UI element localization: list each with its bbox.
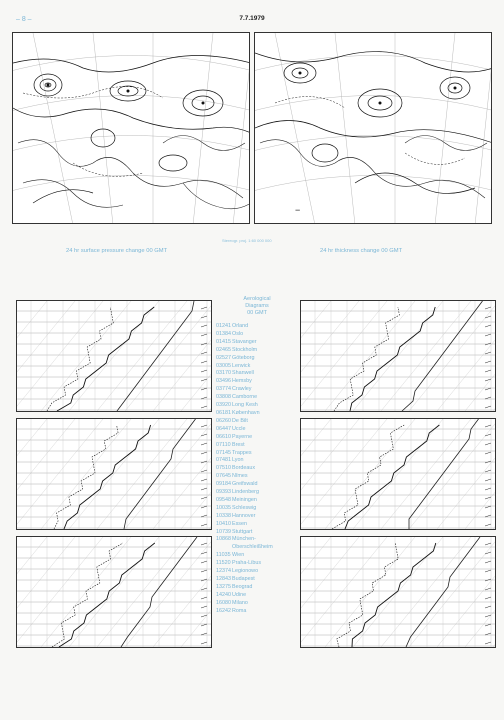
station-row — [216, 339, 298, 347]
station-row — [216, 378, 298, 386]
station-id: 06260 — [216, 417, 231, 424]
station-id: 07645 — [216, 473, 231, 480]
station-name: Stockholm — [232, 346, 258, 353]
aerological-diagram — [300, 536, 496, 648]
station-row — [216, 489, 298, 497]
station-name: Crawley — [232, 386, 252, 393]
station-id: 11520 — [216, 560, 231, 567]
station-row — [216, 505, 298, 513]
surface-pressure-change-map — [12, 32, 250, 224]
station-name: Udine — [232, 591, 247, 598]
station-name: Brest — [232, 441, 245, 448]
station-id: 07481 — [216, 457, 231, 464]
station-id: 01415 — [216, 338, 231, 345]
station-name: Oberschleißheim — [232, 544, 273, 551]
right-diagram-column — [300, 300, 496, 654]
left-diagram-column — [16, 300, 212, 654]
station-row — [216, 434, 298, 442]
station-row — [216, 331, 298, 339]
station-name: Uccle — [232, 425, 246, 432]
station-row — [216, 355, 298, 363]
station-name: Nîmes — [232, 473, 248, 480]
aerological-diagram — [300, 300, 496, 412]
station-name: Stavanger — [232, 338, 257, 345]
station-list-panel — [216, 296, 298, 616]
station-row — [216, 592, 298, 600]
station-id: 06181 — [216, 409, 231, 416]
station-row — [216, 457, 298, 465]
station-id: 14240 — [216, 591, 231, 598]
station-name: Long Kesh — [232, 402, 258, 409]
station-name: Lerwick — [232, 362, 251, 369]
station-id: 03496 — [216, 378, 231, 385]
station-row — [216, 600, 298, 608]
station-row — [216, 418, 298, 426]
station-name: Essen — [232, 520, 247, 527]
station-name: Greifswald — [232, 481, 258, 488]
map-scale: Stereogr. proj. 1:60 000 000 — [222, 238, 272, 243]
station-row — [216, 363, 298, 371]
surface-pressure-caption: 24 hr surface pressure change 00 GMT — [66, 248, 168, 254]
page-number: – 8 – — [16, 16, 32, 23]
station-name: Göteborg — [232, 354, 255, 361]
station-id: 06610 — [216, 433, 231, 440]
station-id: 09184 — [216, 481, 231, 488]
station-id: 12843 — [216, 576, 231, 582]
station-name: Legionowo — [232, 568, 259, 575]
station-name: København — [232, 409, 260, 416]
station-name: Bordeaux — [232, 465, 256, 472]
station-id: 16242 — [216, 607, 231, 614]
station-id: 03920 — [216, 402, 231, 409]
station-id: 10035 — [216, 504, 231, 511]
station-row — [216, 402, 298, 410]
station-row — [216, 608, 298, 616]
station-name: Trappes — [232, 449, 252, 456]
station-list-title — [216, 296, 298, 317]
station-row — [216, 552, 298, 560]
station-id: 07110 — [216, 441, 231, 448]
station-id — [216, 544, 232, 552]
station-id: 10410 — [216, 520, 231, 527]
station-name: Praha-Libus — [232, 560, 262, 567]
station-id: 03808 — [216, 394, 231, 401]
station-id: 10868 — [216, 536, 231, 543]
station-name: Orland — [232, 323, 249, 329]
station-row — [216, 323, 298, 331]
station-name: Roma — [232, 607, 247, 614]
title-line: Aerological — [243, 296, 271, 302]
station-row — [216, 584, 298, 592]
station-row — [216, 465, 298, 473]
station-name: Hemsby — [232, 378, 252, 385]
station-row — [216, 521, 298, 529]
station-list — [216, 323, 298, 616]
station-id: 06447 — [216, 425, 231, 432]
station-id: 10739 — [216, 528, 231, 535]
station-id: 01384 — [216, 330, 231, 337]
station-id: 07510 — [216, 465, 231, 472]
station-id: 02527 — [216, 354, 231, 361]
station-id: 02465 — [216, 346, 231, 353]
station-id: 10338 — [216, 512, 231, 519]
station-name: Lyon — [232, 457, 244, 464]
station-row — [216, 473, 298, 481]
station-name: Beograd — [232, 583, 253, 590]
station-id: 12374 — [216, 568, 231, 575]
station-id: 07145 — [216, 449, 231, 456]
title-line: Diagrams — [245, 303, 269, 309]
station-row — [216, 386, 298, 394]
station-row — [216, 347, 298, 355]
station-name: Meiningen — [232, 496, 257, 503]
thickness-change-map — [254, 32, 492, 224]
station-row — [216, 370, 298, 378]
station-id: 03005 — [216, 362, 231, 369]
station-name: Hannover — [232, 512, 256, 519]
station-row — [216, 442, 298, 450]
station-id: 13275 — [216, 583, 231, 590]
station-row — [216, 560, 298, 568]
station-row — [216, 497, 298, 505]
station-row — [216, 544, 298, 552]
station-name: München- — [232, 536, 256, 543]
page-date: 7.7.1979 — [239, 15, 265, 22]
station-name: De Bilt — [232, 417, 248, 424]
station-row — [216, 450, 298, 458]
station-id: 16080 — [216, 599, 231, 606]
station-row — [216, 481, 298, 489]
station-name: Schleswig — [232, 504, 257, 511]
station-row — [216, 410, 298, 418]
aerological-diagram — [16, 536, 212, 648]
station-name: Lindenberg — [232, 489, 259, 496]
station-name: Camborne — [232, 394, 258, 401]
station-row — [216, 568, 298, 576]
station-row — [216, 513, 298, 521]
station-row — [216, 536, 298, 544]
svg-text:−: − — [295, 205, 301, 215]
station-name: Milano — [232, 599, 248, 606]
aerological-diagram — [300, 418, 496, 530]
station-name: Shanwell — [232, 370, 254, 377]
station-id: 03774 — [216, 386, 231, 393]
station-id: 03170 — [216, 370, 231, 377]
station-row — [216, 576, 298, 584]
thickness-change-caption: 24 hr thickness change 00 GMT — [320, 248, 403, 254]
station-row — [216, 394, 298, 402]
station-name: Wien — [232, 552, 245, 559]
station-id: 09393 — [216, 489, 231, 496]
station-name: Payerne — [232, 433, 253, 440]
station-name: Oslo — [232, 330, 244, 337]
station-row — [216, 529, 298, 537]
station-id: 09548 — [216, 496, 231, 503]
station-id: 01241 — [216, 323, 231, 329]
aerological-diagram — [16, 418, 212, 530]
title-line: 00 GMT — [247, 310, 267, 316]
station-name: Stuttgart — [232, 528, 253, 535]
station-name: Budapest — [232, 576, 255, 582]
station-id: 11035 — [216, 552, 231, 559]
station-row — [216, 426, 298, 434]
aerological-diagram — [16, 300, 212, 412]
